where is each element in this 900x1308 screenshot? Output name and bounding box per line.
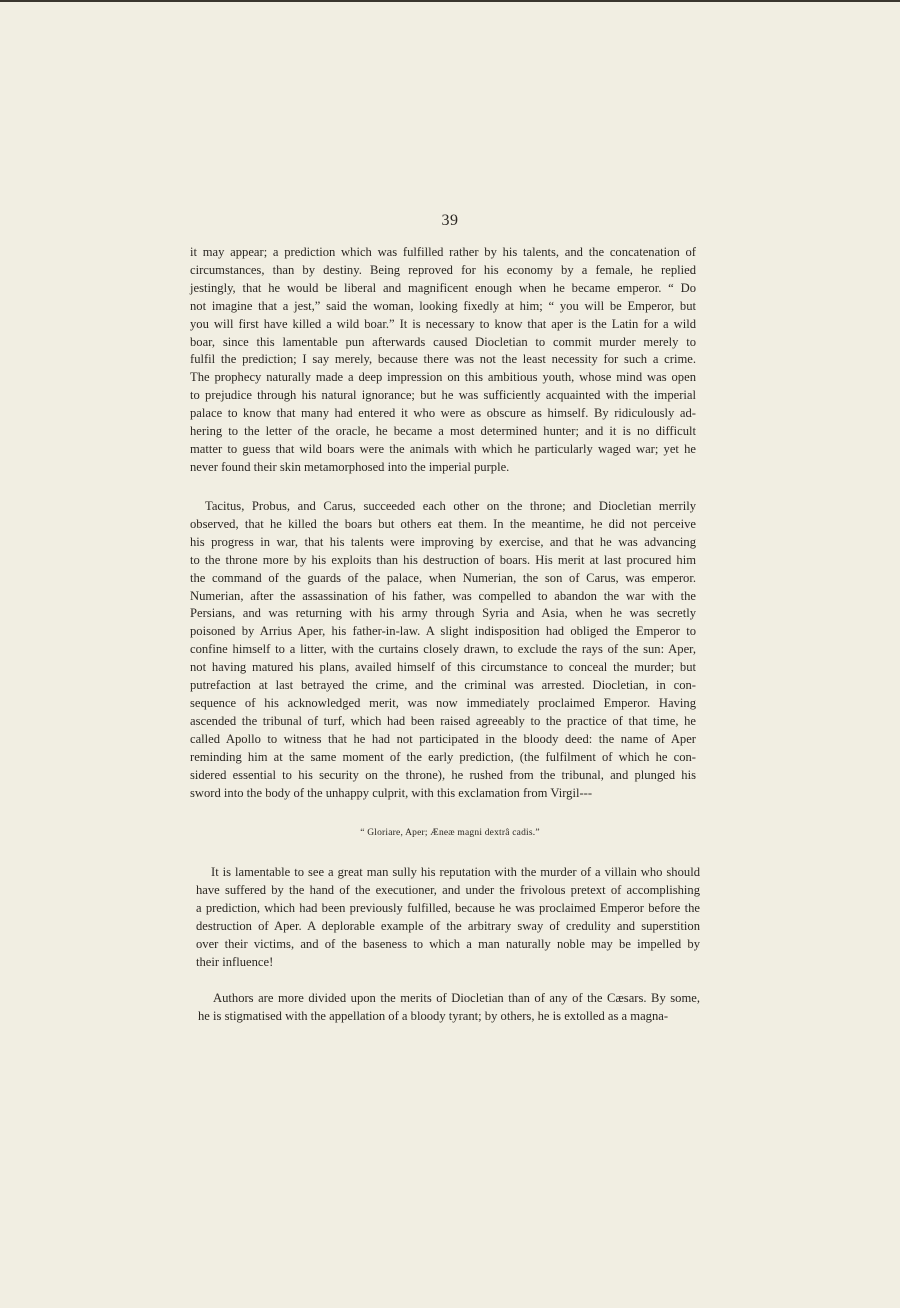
text-line: his progress in war, that his talents were improving by exercise, and that he was advancing [190,534,696,549]
text-line: Tacitus, Probus, and Carus, succeeded each other on the throne; and Diocletian merrily [205,499,696,513]
paragraph-1 [190,244,696,477]
text-line: over their victims, and of the baseness to which a man naturally noble may be impelled by [196,936,700,951]
text-line: called Apollo to witness that he had not participated in the bloody deed: the name of Aper [190,731,696,746]
text-line: sidered essential to his security on the throne), he rushed from the tribunal, and plunged his [190,767,696,782]
text-line: the command of the guards of the palace, when Numerian, the son of Carus, was emperor. [190,570,696,585]
text-line: not having matured his plans, availed himself of this circumstance to conceal the murder; but [190,660,696,675]
text-line: putrefaction at last betrayed the crime, and the criminal was arrested. Diocletian, in con- [190,678,696,693]
text-line: Numerian, after the assassination of his father, was compelled to abandon the war with the [190,588,696,603]
text-line: have suffered by the hand of the executioner, and under the frivolous pretext of accomplishing [196,882,700,897]
text-line: never found their skin metamorphosed into the imperial purple. [190,459,510,474]
text-line: palace to know that many had entered it who were as obscure as himself. By ridiculously ad- [190,406,696,421]
text-line: fulfil the prediction; I say merely, because there was not the least necessity for such a crime. [190,352,696,367]
page-number: 39 [441,212,459,229]
text-line: Authors are more divided upon the merits of Diocletian than of any of the Cæsars. By some, [213,991,700,1005]
virgil-quotation: “ Gloriare, Aper; Æneæ magni dextrâ cadis.” [360,828,540,838]
text-line: reminding him at the same moment of the early prediction, (the fulfilment of which he con- [190,749,696,764]
text-line: you will first have killed a wild boar.” It is necessary to know that aper is the Latin for a wild [190,316,696,331]
text-line: matter to guess that wild boars were the animals with which he particularly waged war; yet he [190,441,696,456]
text-line: it may appear; a prediction which was fulfilled rather by his talents, and the concatenation of [190,245,696,259]
text-line: confine himself to a litter, with the curtains closely drawn, to exclude the rays of the sun: Aper, [190,642,696,657]
text-line: The prophecy naturally made a deep impression on this ambitious youth, whose mind was open [190,370,696,385]
text-line: observed, that he killed the boars but others eat them. In the meantime, he did not perceive [190,516,696,531]
page-top-edge [0,0,900,2]
text-line: ascended the tribunal of turf, which had been raised agreeably to the practice of that time, he [190,713,696,728]
text-line: jestingly, that he would be liberal and magnificent enough when he became emperor. “ Do [190,280,696,295]
text-line: sequence of his acknowledged merit, was now immediately proclaimed Emperor. Having [190,695,696,710]
text-line: to prejudice through his natural ignorance; but he was sufficiently acquainted with the imperial [190,388,696,403]
text-line: their influence! [196,954,274,969]
text-line: hering to the letter of the oracle, he became a most determined hunter; and it is no difficult [190,424,696,439]
text-line: boar, since this lamentable pun afterwards caused Diocletian to commit murder merely to [190,334,696,349]
text-line: destruction of Aper. A deplorable example of the arbitrary sway of credulity and superstition [196,918,700,933]
paragraph-4 [198,990,700,1026]
text-line: circumstances, than by destiny. Being reproved for his economy by a female, he replied [190,262,696,277]
text-line: not imagine that a jest,” said the woman, looking fixedly at him; “ you will be Emperor, but [190,298,696,313]
text-line: he is stigmatised with the appellation of a bloody tyrant; by others, he is extolled as a magna- [198,1008,669,1023]
paragraph-2 [190,498,696,802]
paragraph-3 [196,864,700,971]
text-line: a prediction, which had been previously fulfilled, because he was proclaimed Emperor before the [196,900,700,915]
text-line: sword into the body of the unhappy culprit, with this exclamation from Virgil--- [190,785,593,800]
text-line: poisoned by Arrius Aper, his father-in-law. A slight indisposition had obliged the Emperor to [190,624,696,639]
text-line: Persians, and was returning with his army through Syria and Asia, when he was secretly [190,606,696,621]
text-line: to the throne more by his exploits than his destruction of boars. His merit at last procured him [190,552,696,567]
text-line: It is lamentable to see a great man sully his reputation with the murder of a villain who should [211,865,700,879]
